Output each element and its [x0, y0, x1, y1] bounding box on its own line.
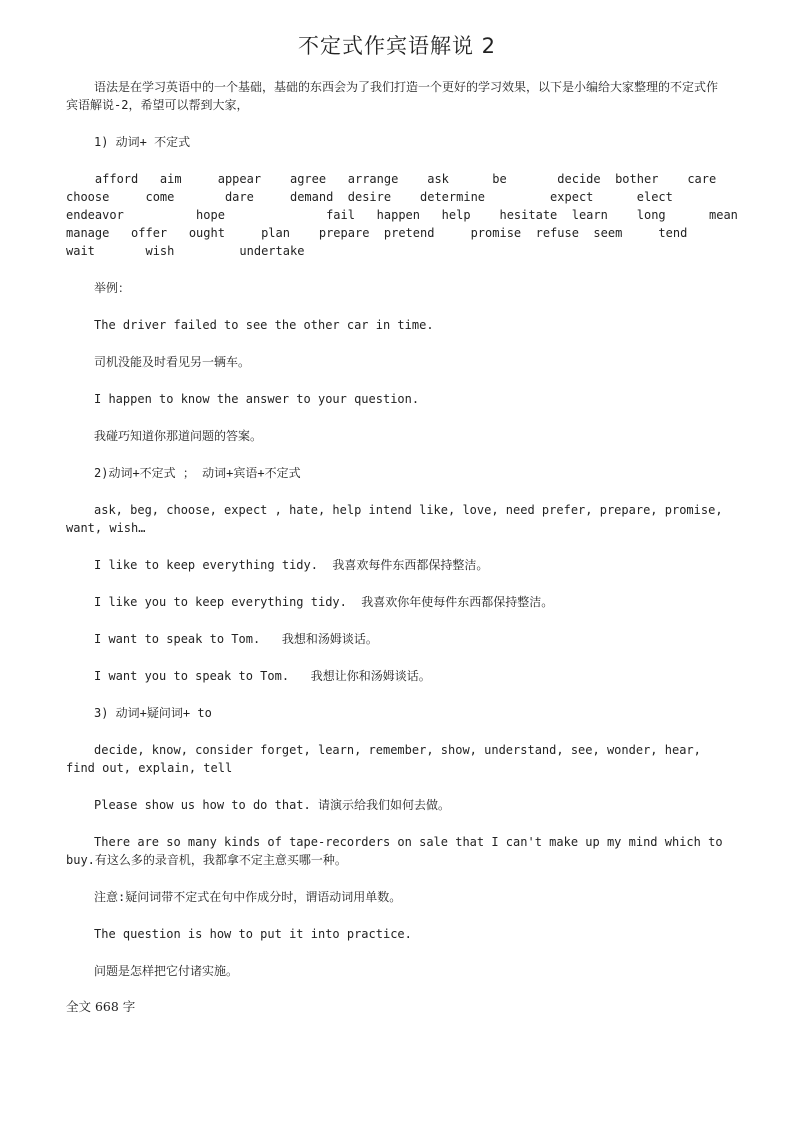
intro-paragraph: 语法是在学习英语中的一个基础，基础的东西会为了我们打造一个更好的学习效果，以下是小编给大家整理的不定式作宾语解说-2，希望可以帮到大家， [66, 80, 719, 112]
verb-line: endeavor hope fail happen help hesitate learn long mean [66, 208, 738, 222]
example-sentence: I like you to keep everything tidy. 我喜欢你年使每件东西都保持整洁。 [94, 595, 554, 609]
example-sentence: I want you to speak to Tom. 我想让你和汤姆谈话。 [94, 669, 431, 683]
document-title: 不定式作宾语解说 2 [297, 34, 497, 58]
verb-line: manage offer ought plan prepare pretend promise refuse seem tend [66, 226, 688, 240]
section3-verb-list: decide, know, consider forget, learn, remember, show, understand, see, wonder, hear, find out, explain, tell [66, 743, 709, 775]
example-translation: 问题是怎样把它付诸实施。 [94, 964, 239, 978]
section2-heading: 2)动词+不定式 ； 动词+宾语+不定式 [94, 466, 301, 480]
section3-heading: 3) 动词+疑问词+ to [94, 706, 212, 720]
example-sentence: The question is how to put it into practice. [94, 927, 412, 941]
verb-line: wait wish undertake [66, 244, 305, 258]
note-text: 注意:疑问词带不定式在句中作成分时，谓语动词用单数。 [94, 890, 402, 904]
example-sentence: I happen to know the answer to your question. [94, 392, 420, 406]
verb-line: choose come dare demand desire determine expect elect [66, 190, 673, 204]
section2-verb-list: ask, beg, choose, expect , hate, help intend like, love, need prefer, prepare, promise, want, wish… [66, 503, 730, 535]
section1-heading: 1) 动词+ 不定式 [94, 135, 191, 149]
example-translation: 司机没能及时看见另一辆车。 [94, 355, 251, 369]
section1-verb-list [66, 170, 738, 260]
word-count: 全文 668 字 [66, 999, 136, 1014]
example-sentence: I like to keep everything tidy. 我喜欢每件东西都保持整洁。 [94, 558, 489, 572]
example-sentence: The driver failed to see the other car in time. [94, 318, 434, 332]
example-translation: 我碰巧知道你那道问题的答案。 [94, 429, 263, 443]
example-sentence: There are so many kinds of tape-recorders on sale that I can't make up my mind which to buy.有这么多的录音机，我都拿不定主意买哪一种。 [66, 835, 730, 867]
example-label: 举例： [94, 281, 131, 295]
example-sentence: I want to speak to Tom. 我想和汤姆谈话。 [94, 632, 378, 646]
verb-line: afford aim appear agree arrange ask be decide bother care [66, 172, 717, 186]
example-sentence: Please show us how to do that. 请演示给我们如何去做。 [94, 798, 450, 812]
